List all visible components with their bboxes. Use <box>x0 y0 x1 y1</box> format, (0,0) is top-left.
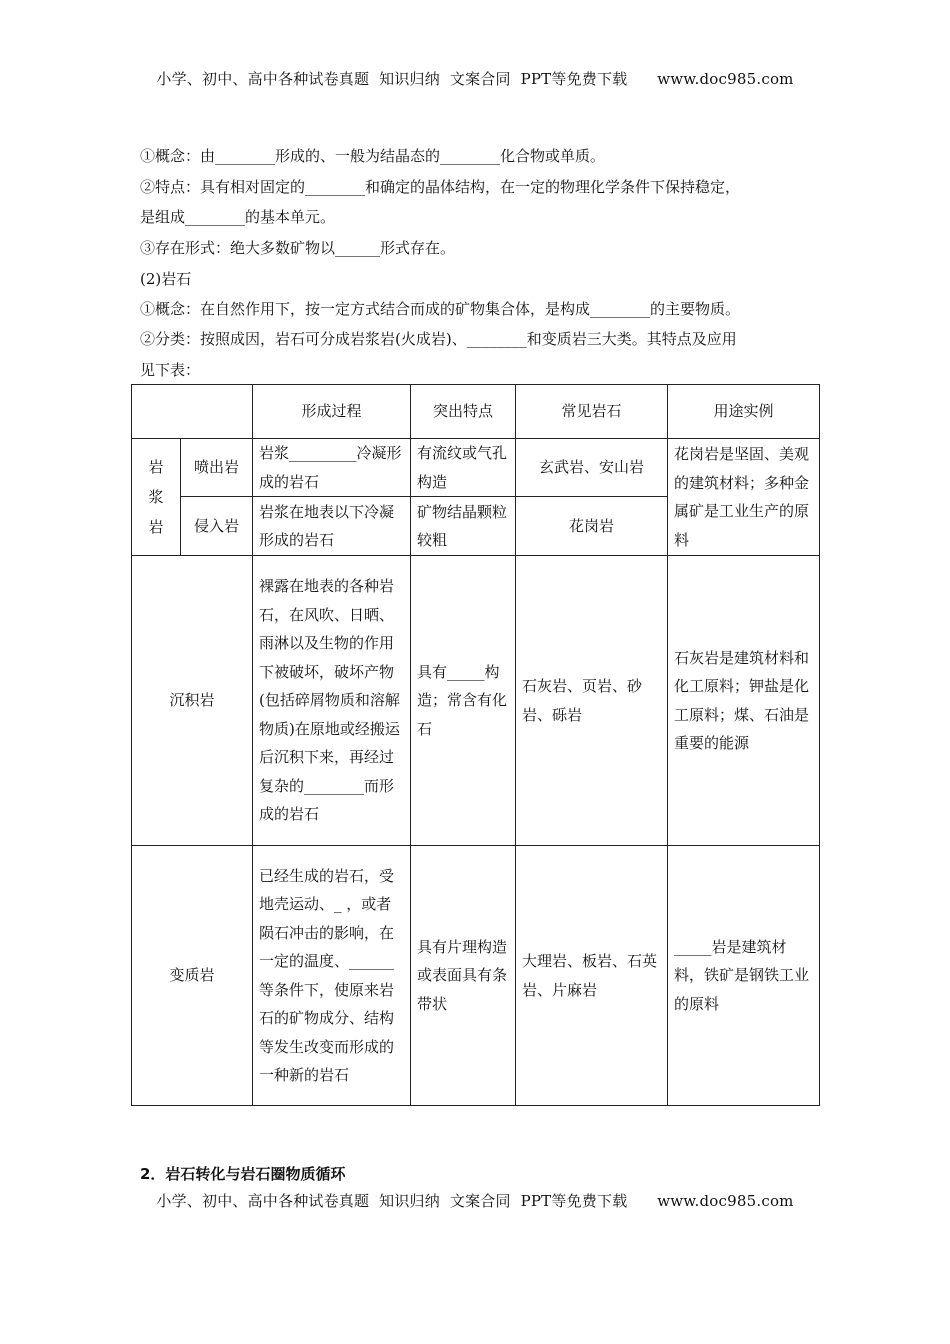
table-row <box>132 556 820 846</box>
magmatic-use: 花岗岩是坚固、美观的建筑材料；多种金属矿是工业生产的原料 <box>668 439 820 556</box>
header-common-rocks: 常见岩石 <box>516 385 668 439</box>
extrusive-process: 岩浆_________冷凝形成的岩石 <box>253 439 411 497</box>
rock-concept: ①概念：在自然作用下，按一定方式结合而成的矿物集合体，是构成________的主要物质。 <box>140 300 741 318</box>
mineral-feature-line1: ②特点：具有相对固定的________和确定的晶体结构，在一定的物理化学条件下保持稳定， <box>140 178 741 196</box>
rock-classification-line2: 见下表： <box>140 361 201 379</box>
extrusive-rock-name: 喷出岩 <box>181 439 253 497</box>
sedimentary-rock-name: 沉积岩 <box>132 556 253 846</box>
rock-classification-line1: ②分类：按照成因，岩石可分成岩浆岩(火成岩)、________和变质岩三大类。其特点及应用 <box>140 330 737 348</box>
mineral-existence: ③存在形式：绝大多数矿物以______形式存在。 <box>140 239 456 257</box>
metamorphic-feature: 具有片理构造或表面具有条带状 <box>411 846 516 1106</box>
extrusive-rocks: 玄武岩、安山岩 <box>516 439 668 497</box>
sedimentary-use: 石灰岩是建筑材料和化工原料；钾盐是化工原料；煤、石油是重要的能源 <box>668 556 820 846</box>
mineral-feature-line2: 是组成________的基本单元。 <box>140 208 336 226</box>
intrusive-rock-name: 侵入岩 <box>181 497 253 556</box>
intrusive-rocks: 花岗岩 <box>516 497 668 556</box>
metamorphic-rock-name: 变质岩 <box>132 846 253 1106</box>
header-features: 突出特点 <box>411 385 516 439</box>
metamorphic-process: 已经生成的岩石，受地壳运动、_ ，或者陨石冲击的影响，在一定的温度、______等条件下，使原来岩石的矿物成分、结构等发生改变而形成的一种新的岩石 <box>253 846 411 1106</box>
table-row <box>132 439 820 497</box>
magmatic-rock-label: 岩 浆 岩 <box>132 439 181 556</box>
page-header: 小学、初中、高中各种试卷真题 知识归纳 文案合同 PPT等免费下载 www.doc985.com <box>156 70 794 88</box>
page-footer: 小学、初中、高中各种试卷真题 知识归纳 文案合同 PPT等免费下载 www.doc985.com <box>156 1192 794 1210</box>
sedimentary-feature: 具有_____构造；常含有化石 <box>411 556 516 846</box>
section-2-title: 2．岩石转化与岩石圈物质循环 <box>140 1165 346 1183</box>
header-blank-cell <box>132 385 253 439</box>
mineral-concept: ①概念：由________形成的、一般为结晶态的________化合物或单质。 <box>140 147 606 165</box>
extrusive-feature: 有流纹或气孔构造 <box>411 439 516 497</box>
header-uses: 用途实例 <box>668 385 820 439</box>
rock-heading: (2)岩石 <box>140 270 192 288</box>
intrusive-feature: 矿物结晶颗粒较粗 <box>411 497 516 556</box>
header-formation-process: 形成过程 <box>253 385 411 439</box>
table-header-row <box>132 385 820 439</box>
sedimentary-process: 裸露在地表的各种岩石，在风吹、日晒、雨淋以及生物的作用下被破坏，破坏产物(包括碎屑物质和溶解物质)在原地或经搬运后沉积下来，再经过复杂的________而形成的岩石 <box>253 556 411 846</box>
intrusive-process: 岩浆在地表以下冷凝形成的岩石 <box>253 497 411 556</box>
table-row <box>132 846 820 1106</box>
rock-types-table <box>131 384 820 1106</box>
metamorphic-rocks: 大理岩、板岩、石英岩、片麻岩 <box>516 846 668 1106</box>
sedimentary-rocks: 石灰岩、页岩、砂岩、砾岩 <box>516 556 668 846</box>
metamorphic-use: _____岩是建筑材料，铁矿是钢铁工业的原料 <box>668 846 820 1106</box>
